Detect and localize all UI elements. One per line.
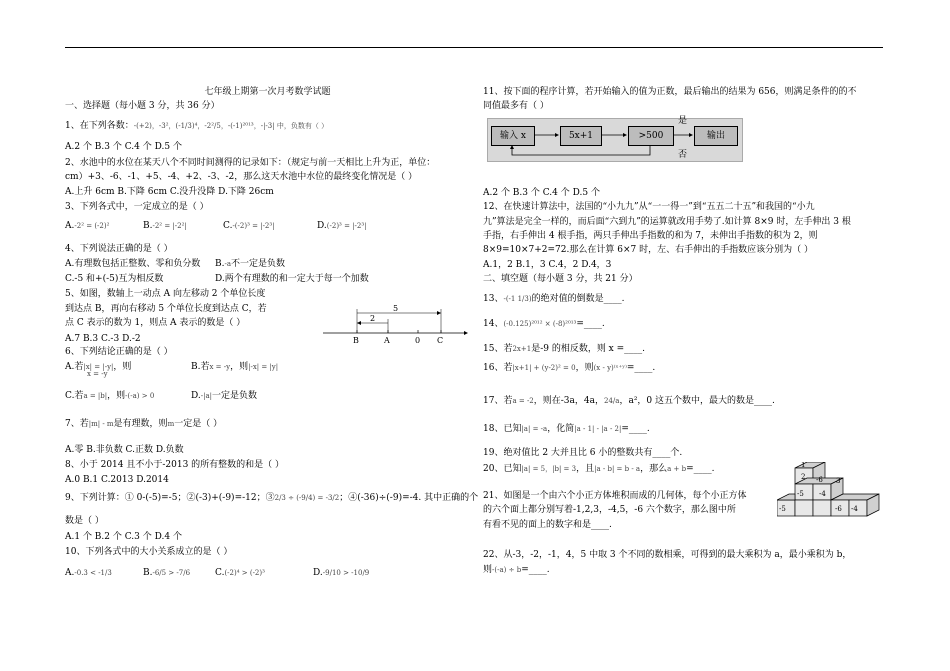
question-11-line2: 同值最多有（ ） [483,101,549,111]
q4-option-c: C.-5 和+(-5)互为相反数 [65,274,164,284]
question-12-line1: 12、在快速计算法中，法国的“小九九”从“一一得一”到“五五二十五”和我国的“小九 [483,202,815,212]
question-1: 1、在下列各数：-(+2)，-3²，(-1/3)⁴，-2²/5，-(-1)²⁰¹³，-|-3| 中，负数有（ ） [65,121,329,131]
cube-label-7: -5 [779,505,786,513]
question-17: 17、若a = -2，则在-3a，4a，24/a，a²，0 这五个数中，最大的数是____. [483,396,775,406]
question-22-line1: 22、从-3，-2，-1，4，5 中取 3 个不同的数相乘，可得到的最大乘积为 a，最小乘积为 b， [483,550,852,560]
cube-label-9: -4 [851,505,858,513]
q6-option-a-conclusion: x = -y [87,370,108,378]
cube-label-1: 1 [801,462,806,469]
question-2-line1: 2、水池中的水位在某天八个不同时间测得的记录如下：（规定与前一天相比上升为正，单位： [65,158,436,168]
cube-label-3: -6 [816,476,823,484]
program-flowchart [487,118,743,162]
number-line-figure [323,305,468,345]
cube-label-6: -4 [819,490,826,498]
question-16: 16、若|x+1| + (y-2)² = 0，则(x - y)⁽ˣ⁺ʸ⁾=____. [483,363,656,373]
q6-option-b: B.若x = -y，则|-x| = |y| [191,362,279,372]
cube-label-8: -6 [835,505,842,513]
q10-option-a: A.-0.3 < -1/3 [65,568,112,578]
question-21-line1: 21、如图是一个由六个小正方体堆积而成的几何体，每个小正方体 [483,491,747,501]
q10-option-d: D.-9/10 > -10/9 [313,568,370,578]
q2-options: A.上升 6cm B.下降 6cm C.没升没降 D.下降 26cm [65,187,274,197]
cube-label-4: 3 [836,477,841,485]
question-15: 15、若2x+1是-9 的相反数，则 x =____. [483,344,646,354]
point-c: C [437,336,444,345]
question-3: 3、下列各式中，一定成立的是（ ） [65,202,209,212]
question-21-line2: 的六个面上都分别写着-1,2,3，-4,5，-6 六个数字，那么图中所 [483,505,736,515]
question-8: 8、小于 2014 且不小于-2013 的所有整数的和是（ ） [65,460,285,470]
section-1-heading: 一、选择题（每小题 3 分，共 36 分） [65,101,220,111]
page-title: 七年级上期第一次月考数学试题 [204,87,331,97]
question-7: 7、若|m| - m是有理数，则m一定是（ ） [65,419,223,429]
cube-label-5: -5 [797,490,804,498]
q6-option-a: A.若|x| = |-y|，则 [65,362,132,372]
question-20: 20、已知|a| = 5，|b| = 3，且|a - b| = b - a，那么a + b=____. [483,464,715,474]
flow-arrows [488,119,742,161]
cube-label-2: 2 [801,473,806,481]
q8-options: A.0 B.1 C.2013 D.2014 [65,475,169,485]
question-18: 18、已知|a| = -a，化简|a - 1| - |a - 2|=____. [483,424,650,434]
q12-options: A.1，2 B.1，3 C.4，2 D.4，3 [483,260,612,270]
question-13: 13、-(-1 1/3)的绝对值的倒数是____. [483,294,625,304]
q1-options: A.2 个 B.3 个 C.4 个 D.5 个 [65,142,182,152]
question-10: 10、下列各式中的大小关系成立的是（ ） [65,547,233,557]
q3-option-c: C.-(-2)³ = |-2³| [223,221,275,231]
question-11-line1: 11、按下面的程序计算，若开始输入的值为正数，最后输出的结果为 656，则满足条件的的不 [483,87,857,97]
flow-yes-label: 是 [678,116,688,126]
flow-input-box: 输入 x [491,126,535,146]
q11-options: A.2 个 B.3 个 C.4 个 D.5 个 [483,188,600,198]
q3-option-b: B.-2² = |-2²| [143,221,187,231]
question-22-line2: 则-(-a) ÷ b=____. [483,565,550,575]
q10-option-c: C.(-2)⁴ > (-2)³ [215,568,265,578]
q5-options: A.7 B.3 C.-3 D.-2 [65,334,141,344]
point-a: A [384,336,390,345]
flow-output-box: 输出 [694,126,738,146]
question-4: 4、下列说法正确的是（ ） [65,244,173,254]
q6-option-c: C.若a = |b|，则-(-a) > 0 [65,391,155,401]
q4-option-d: D.两个有理数的和一定大于每一个加数 [215,274,369,284]
cube-stack-figure [777,462,887,536]
question-21-line3: 有看不见的面上的数字和是____. [483,520,612,530]
q3-option-d: D.(-2)³ = |-2³| [317,221,367,231]
q4-option-b: B.-a不一定是负数 [215,259,286,269]
q7-options: A.零 B.非负数 C.正数 D.负数 [65,445,184,455]
question-12-line4: 8×9=10×7+2=72.那么在计算 6×7 时，左、右手伸出的手指数应该分别为（ ） [483,245,813,255]
q4-option-a: A.有理数包括正整数、零和负分数 [65,259,201,269]
q1-math: -(+2)，-3²，(-1/3)⁴，-2²/5，-(-1)²⁰¹³，-|-3| 中，负数有（ ） [133,122,329,130]
flow-condition-box: >500 [628,126,674,146]
question-9-line1: 9、下列计算：① 0-(-5)=-5；②(-3)+(-9)=-12；③2/3 ÷ (-9/4) = -3/2；④(-36)÷(-9)=-4. 其中正确的个 [65,493,479,503]
top-rule [65,47,883,48]
question-5-line3: 点 C 表示的数为 1，则点 A 表示的数是（ ） [65,318,246,328]
q9-options: A.1 个 B.2 个 C.3 个 D.4 个 [65,532,182,542]
point-zero: 0 [415,336,421,345]
label-5: 5 [393,305,399,313]
q10-option-b: B.-6/5 > -7/6 [143,568,191,578]
question-12-line3: 手指，右手伸出 4 根手指，两只手伸出手指数的和为 7，未伸出手指数的积为 2，则 [483,231,818,241]
question-6: 6、下列结论正确的是（ ） [65,347,173,357]
question-5-line1: 5、如图，数轴上一动点 A 向左移动 2 个单位长度 [65,289,266,299]
flow-no-label: 否 [678,150,688,160]
q3-option-a: A.-2² = (-2)² [65,221,110,231]
question-14: 14、(-0.125)²⁰¹² × (-8)²⁰¹³=____. [483,319,605,329]
question-12-line2: 九”算法是完全一样的，而后面“六到九”的运算就改用手势了.如计算 8×9 时，左手伸出 3 根 [483,217,851,227]
question-19: 19、绝对值比 2 大并且比 6 小的整数共有____个. [483,448,683,458]
question-5-line2: 到达点 B，再向右移动 5 个单位长度到达点 C，若 [65,304,267,314]
section-2-heading: 二、填空题（每小题 3 分，共 21 分） [483,274,638,284]
label-2: 2 [370,314,376,323]
question-2-line2: cm）+3、-6、-1、+5、-4、+2、-3、-2，那么这天水池中水位的最终变化情况是（ ） [65,172,418,182]
q6-option-d: D.-|a|一定是负数 [191,391,258,401]
question-9-line2: 数是（ ） [65,516,104,526]
point-b: B [353,336,359,345]
flow-operation-box: 5x+1 [560,126,602,146]
